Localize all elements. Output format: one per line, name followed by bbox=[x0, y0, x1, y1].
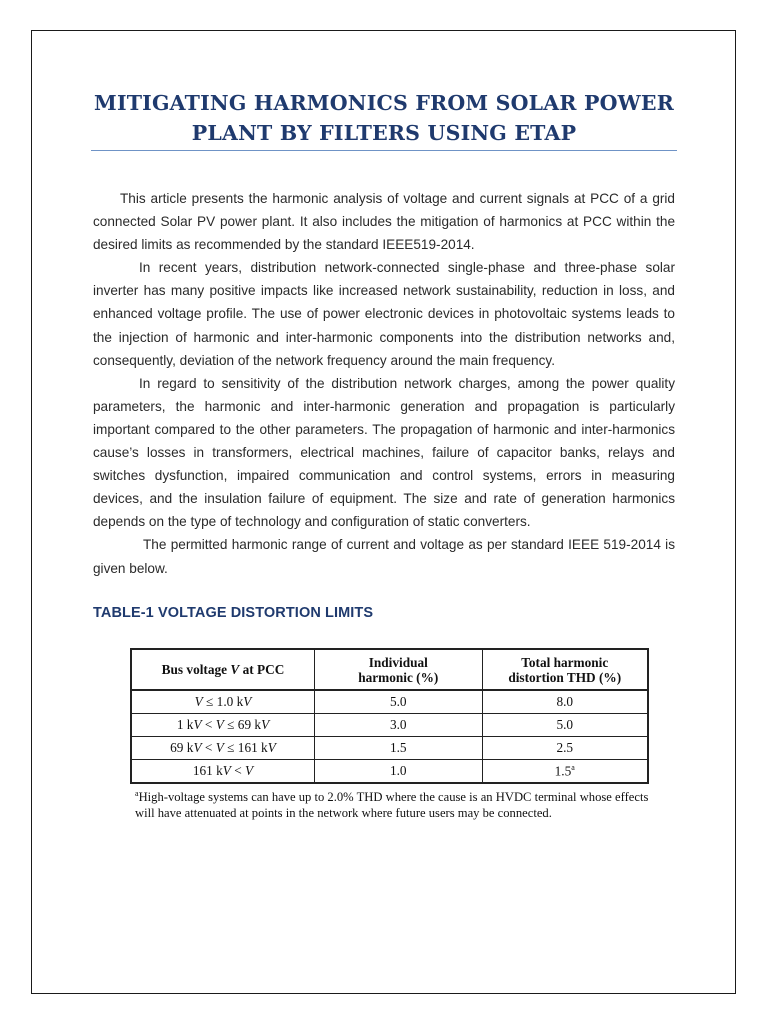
cell-thd-note: a bbox=[571, 762, 575, 772]
cell-thd: 8.0 bbox=[482, 690, 648, 714]
paragraph-intro: This article presents the harmonic analysis of voltage and current signals at PCC of a grid connected Solar PV power plant. It also includes the mitigation of harmonics at PCC within the desired limits as recommended by the standard IEEE519-2014. bbox=[93, 191, 675, 253]
paragraph-permitted-range: The permitted harmonic range of current and voltage as per standard IEEE 519-2014 is given below. bbox=[93, 537, 675, 576]
cell-bus-voltage: 161 kV < V bbox=[131, 760, 315, 784]
title-line-2: PLANT BY FILTERS USING ETAP bbox=[191, 121, 577, 145]
voltage-distortion-table bbox=[130, 648, 649, 784]
table-heading: TABLE-1 VOLTAGE DISTORTION LIMITS bbox=[93, 605, 374, 621]
paragraph-recent-years: In recent years, distribution network-connected single-phase and three-phase solar inverter has many positive impacts like increased network sustainability, reduction in loss, and enhanced voltage profile. The use of power electronic devices in photovoltaic systems leads to the injection of harmonic and inter-harmonic components into the distribution networks and, consequently, deviation of the network frequency around the main frequency. bbox=[93, 260, 675, 368]
header-individual-harmonic: Individual harmonic (%) bbox=[315, 649, 482, 690]
table-footnote bbox=[135, 786, 655, 821]
cell-bus-voltage: 69 kV < V ≤ 161 kV bbox=[131, 737, 315, 760]
header-bus-voltage: Bus voltage V at PCC bbox=[131, 649, 315, 690]
cell-thd: 5.0 bbox=[482, 714, 648, 737]
cell-individual-harmonic: 5.0 bbox=[315, 690, 482, 714]
cell-thd: 2.5 bbox=[482, 737, 648, 760]
cell-thd: 1.5$^a$ bbox=[482, 760, 648, 784]
cell-individual-harmonic: 1.0 bbox=[315, 760, 482, 784]
cell-bus-voltage: 1 kV < V ≤ 69 kV bbox=[131, 714, 315, 737]
cell-individual-harmonic: 3.0 bbox=[315, 714, 482, 737]
title-line-1: MITIGATING HARMONICS FROM SOLAR POWER bbox=[94, 91, 674, 115]
table-row bbox=[131, 760, 648, 784]
cell-bus-voltage: V ≤ 1.0 kV bbox=[131, 690, 315, 714]
title-underline bbox=[91, 150, 677, 151]
table-header-row bbox=[131, 649, 648, 690]
paragraph-sensitivity: In regard to sensitivity of the distribution network charges, among the power quality parameters, the harmonic and inter-harmonic generation and propagation is particularly important compared to the other parameters. The propagation of harmonic and inter-harmonics cause’s losses in transformers, electrical machines, failure of capacitor banks, relays and switches dysfunction, impaired communication and control systems, errors in measuring devices, and the insulation failure of equipment. The size and rate of generation harmonics depends on the type of technology and configuration of static converters. bbox=[93, 375, 675, 530]
table-row bbox=[131, 714, 648, 737]
document-title bbox=[60, 88, 708, 148]
header-total-harmonic: Total harmonic distortion THD (%) bbox=[482, 649, 648, 690]
body-text bbox=[93, 187, 675, 580]
footnote-text: High-voltage systems can have up to 2.0% THD where the cause is an HVDC terminal whose effects will have attenuated at points in the network where future users may be connected. bbox=[135, 790, 649, 821]
table-row bbox=[131, 737, 648, 760]
cell-individual-harmonic: 1.5 bbox=[315, 737, 482, 760]
table-row bbox=[131, 690, 648, 714]
footnote-marker: a bbox=[135, 789, 139, 798]
